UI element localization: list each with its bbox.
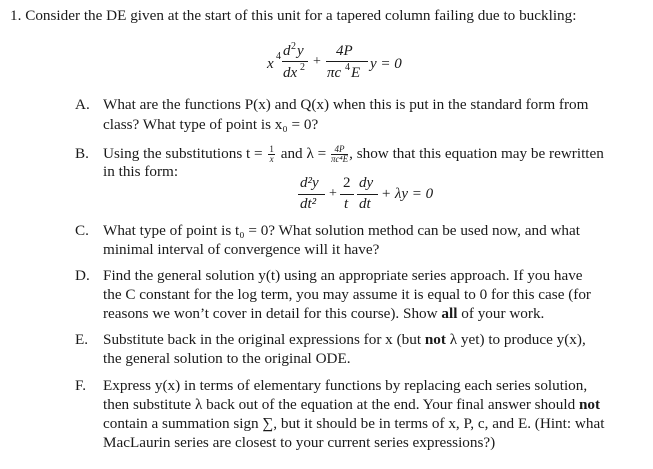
part-d-text-3a: reasons we won’t cover in detail for this course). Show [103, 305, 438, 322]
part-b-text-1a: Using the substitutions t = [103, 145, 263, 162]
part-f-line-4: MacLaurin series are closest to your current series expressions?) [103, 434, 496, 451]
part-f-text-2a: then substitute λ back out of the equation at the end. Your final answer should [103, 396, 576, 413]
part-b-text-1b: and λ = [280, 145, 327, 162]
part-d-text-1: Find the general solution y(t) using an appropriate series approach. If you have [103, 267, 583, 284]
eq2-fraction-bar-1 [298, 194, 325, 195]
problem-intro-text: Consider the DE given at the start of this unit for a tapered column failing due to buckling: [25, 7, 577, 24]
eq2-rest: + λy = 0 [381, 186, 434, 202]
eq2-fraction-bar-3 [357, 194, 378, 195]
part-b-lambda-num: 4P [331, 145, 348, 155]
part-d-line-1 [75, 266, 583, 285]
part-f-line-1 [75, 376, 587, 395]
part-c-label: C. [75, 222, 89, 239]
part-e-text-1a: Substitute back in the original expressions for x (but [103, 331, 422, 348]
eq2-dt2: dt² [300, 196, 317, 212]
eq2-dt: dt [359, 196, 371, 212]
eq1-plus: + [313, 54, 321, 69]
part-b-lambda-den: πc⁴E [330, 154, 349, 165]
eq1-rhs: y = 0 [370, 56, 402, 72]
eq1-den-E: E [351, 65, 361, 81]
part-a-line-1 [75, 95, 588, 114]
part-e-text-1c: λ yet) to produce y(x), [449, 331, 586, 348]
eq2-fraction-bar-2 [340, 194, 354, 195]
eq1-x: x [267, 56, 274, 72]
eq2-dy: dy [359, 175, 374, 191]
eq1-x-exp: 4 [276, 51, 281, 62]
eq2-plus: + [329, 186, 337, 201]
eq2-t: t [344, 196, 349, 212]
part-f-bold-not: not [578, 396, 601, 413]
eq1-d: d [283, 43, 291, 59]
part-c-line-1 [75, 221, 580, 240]
part-d-label: D. [75, 267, 90, 284]
part-f-line-3: contain a summation sign ∑, but it should be in terms of x, P, c, and E. (Hint: what [103, 415, 605, 432]
part-d-text-3c: of your work. [461, 305, 545, 322]
part-b-t-den: x [269, 154, 274, 165]
part-a-line-2: class? What type of point is x₀ = 0? [103, 116, 319, 133]
part-a-text-1: What are the functions P(x) and Q(x) when this is put in the standard form from [103, 96, 589, 113]
part-f-text-1: Express y(x) in terms of elementary functions by replacing each series solution, [103, 377, 588, 394]
problem-number: 1. [10, 7, 22, 24]
part-e-line-1 [75, 330, 586, 349]
eq1-den-sup: 4 [345, 62, 350, 73]
eq1-dx-sup: 2 [300, 62, 305, 73]
part-b-lambda-fraction [331, 145, 348, 164]
problem-intro [10, 6, 576, 25]
eq1-dx: dx [283, 65, 298, 81]
part-d-bold-all: all [441, 305, 458, 322]
part-b-line-1 [75, 144, 604, 164]
eq2-d2y: d²y [300, 175, 319, 191]
part-d-line-2: the C constant for the log term, you may assume it is equal to 0 for this case (for [103, 286, 591, 303]
part-b-t-num: 1 [269, 144, 274, 155]
part-b-t-fraction [268, 145, 275, 164]
eq2-two: 2 [343, 175, 351, 191]
part-f-line-2 [103, 395, 600, 414]
eq1-d-sup: 2 [291, 41, 296, 52]
part-a-label: A. [75, 96, 90, 113]
part-e-label: E. [75, 331, 89, 348]
part-b-line-2: in this form: [103, 163, 179, 180]
eq1-den-pi: πc [327, 65, 342, 81]
part-e-line-2: the general solution to the original ODE. [103, 350, 351, 367]
part-c-line-2: minimal interval of convergence will it have? [103, 241, 380, 258]
part-e-bold-not: not [424, 331, 446, 348]
part-f-label: F. [75, 377, 87, 394]
part-d-line-3 [103, 304, 544, 323]
part-b-text-1c: , show that this equation may be rewritten [349, 145, 604, 162]
eq1-y: y [297, 43, 304, 59]
part-c-text-1: What type of point is t₀ = 0? What solution method can be used now, and what [103, 222, 580, 239]
part-b-label: B. [75, 145, 89, 162]
eq1-num: 4P [336, 43, 353, 59]
